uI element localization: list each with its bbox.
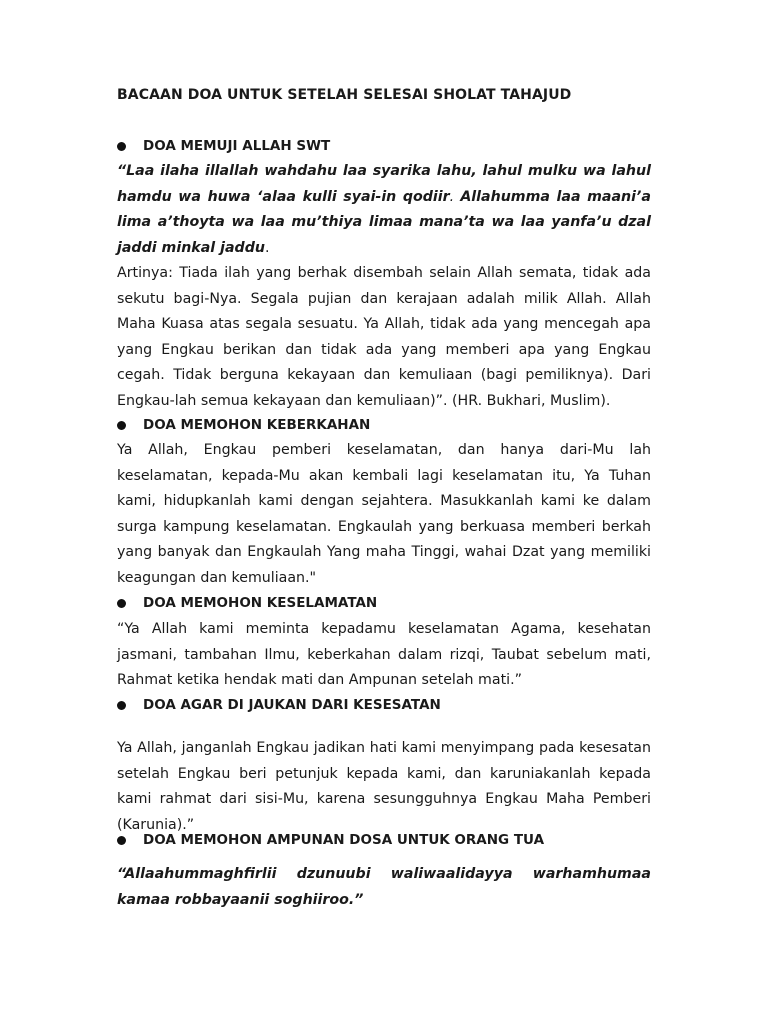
arabic-text-orang-tua (117, 862, 651, 913)
heading-label: DOA MEMOHON KEBERKAHAN (143, 417, 371, 433)
section-heading-keselamatan (117, 595, 377, 611)
bullet-icon (117, 836, 126, 845)
section-heading-memuji (117, 138, 330, 154)
heading-label: DOA MEMOHON AMPUNAN DOSA UNTUK ORANG TUA (143, 832, 545, 848)
arabic-bold-part-2: Allahumma laa maani’a lima a’thoyta wa laa mu’thiya limaa mana’ta wa laa yanfa’u dzal jaddi minkal jaddu (117, 188, 651, 256)
bullet-icon (117, 421, 126, 430)
heading-label: DOA MEMUJI ALLAH SWT (143, 138, 331, 154)
section-heading-keberkahan (117, 417, 370, 433)
heading-label: DOA MEMOHON KESELAMATAN (143, 595, 378, 611)
arabic-bold-part-1: “Laa ilaha illallah wahdahu laa syarika lahu, lahul mulku wa lahul hamdu wa huwa ‘alaa kulli syai-in qodiir (117, 163, 651, 205)
arabic-bold-part: “Allaahummaghfirlii dzunuubi waliwaalidayya warhamhumaa kamaa robbayaanii soghiiroo (117, 866, 651, 908)
meaning-text-memuji: Artinya: Tiada ilah yang berhak disembah selain Allah semata, tidak ada sekutu bagi-Nya. Segala pujian dan kerajaan adalah milik Allah. Allah Maha Kuasa atas segala sesuatu. Ya Allah, tidak ada yang mencegah apa yang Engkau berikan dan tidak ada yang memberi apa yang Engkau cegah. Tidak berguna kekayaan dan kemuliaan (bagi pemiliknya). Dari Engkau-lah semua kekayaan dan kemuliaan)”. (HR. Bukhari, Muslim). (117, 265, 651, 409)
bullet-icon (117, 599, 126, 608)
section-heading-orang-tua (117, 832, 544, 848)
arabic-separator: . (449, 188, 461, 205)
meaning-text-keberkahan: Ya Allah, Engkau pemberi keselamatan, dan hanya dari-Mu lah keselamatan, kepada-Mu akan kembali lagi keselamatan itu, Ya Tuhan kami, hidupkanlah kami dengan sejahtera. Masukkanlah kami ke dalam surga kampung keselamatan. Engkaulah yang berkuasa memberi berkah yang banyak dan Engkaulah Yang maha Tinggi, wahai Dzat yang memiliki keagungan dan kemuliaan." (117, 442, 651, 586)
section-heading-kesesatan (117, 697, 441, 713)
arabic-text-memuji (117, 159, 651, 261)
bullet-icon (117, 142, 126, 151)
meaning-text-kesesatan: Ya Allah, janganlah Engkau jadikan hati kami menyimpang pada kesesatan setelah Engkau beri petunjuk kepada kami, dan karuniakanlah kepada kami rahmat dari sisi-Mu, karena sesungguhnya Engkau Maha Pemberi (Karunia).” (117, 740, 651, 833)
heading-label: DOA AGAR DI JAUKAN DARI KESESATAN (143, 697, 441, 713)
bullet-icon (117, 701, 126, 710)
document-title: BACAAN DOA UNTUK SETELAH SELESAI SHOLAT TAHAJUD (117, 87, 572, 103)
arabic-end: . (264, 239, 270, 256)
meaning-text-keselamatan: “Ya Allah kami meminta kepadamu keselamatan Agama, kesehatan jasmani, tambahan Ilmu, keberkahan dalam rizqi, Taubat sebelum mati, Rahmat ketika hendak mati dan Ampunan setelah mati.” (117, 621, 651, 688)
arabic-end: .” (348, 891, 364, 908)
